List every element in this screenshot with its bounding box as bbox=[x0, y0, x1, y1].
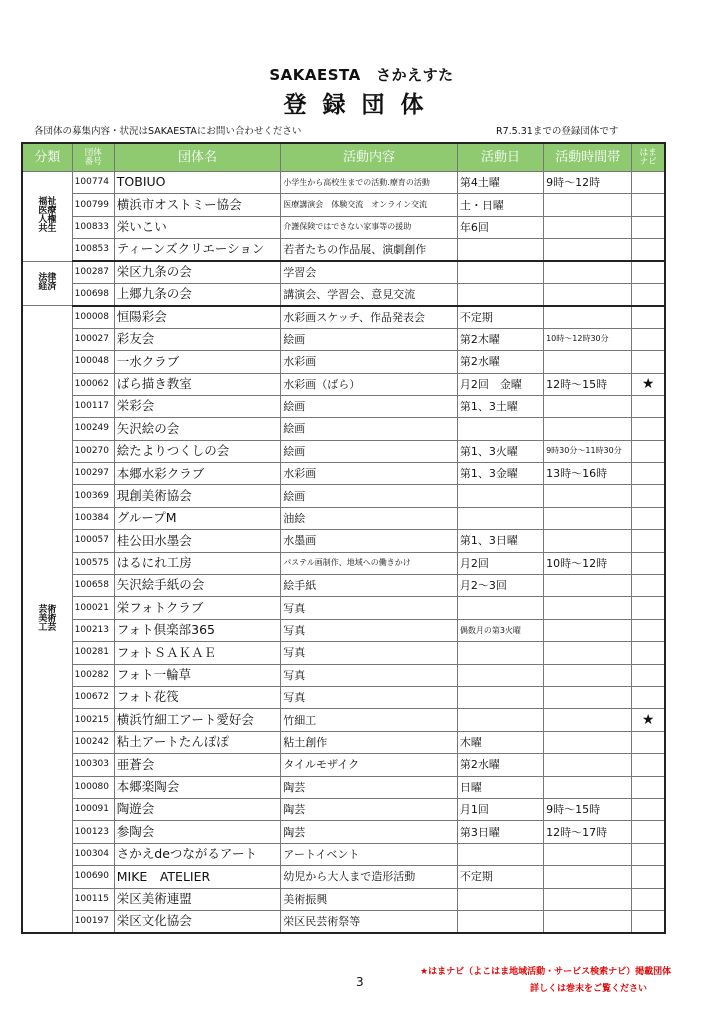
activity-cell: 絵手紙 bbox=[281, 575, 458, 597]
group-table bbox=[21, 142, 666, 934]
time-cell bbox=[544, 216, 632, 238]
group-id: 100282 bbox=[72, 664, 114, 686]
time-cell bbox=[544, 709, 632, 731]
time-cell bbox=[544, 507, 632, 529]
group-id: 100287 bbox=[72, 261, 114, 283]
time-cell: 10時～12時30分 bbox=[544, 328, 632, 350]
day-cell bbox=[457, 664, 543, 686]
day-cell bbox=[457, 910, 543, 932]
time-cell bbox=[544, 866, 632, 888]
activity-cell: 油絵 bbox=[281, 507, 458, 529]
group-id: 100369 bbox=[72, 485, 114, 507]
table-row bbox=[22, 754, 665, 776]
day-cell bbox=[457, 709, 543, 731]
time-cell: 13時～16時 bbox=[544, 463, 632, 485]
group-id: 100080 bbox=[72, 776, 114, 798]
day-cell: 第2水曜 bbox=[457, 754, 543, 776]
category-cell bbox=[22, 172, 72, 262]
hamanavi-star bbox=[632, 239, 665, 261]
activity-cell: アートイベント bbox=[281, 843, 458, 865]
activity-cell: タイルモザイク bbox=[281, 754, 458, 776]
time-cell: 10時～12時 bbox=[544, 552, 632, 574]
table-row bbox=[22, 709, 665, 731]
group-name: 栄フォトクラブ bbox=[114, 597, 281, 619]
activity-cell: 水彩画スケッチ、作品発表会 bbox=[281, 306, 458, 328]
activity-cell: 水彩画 bbox=[281, 351, 458, 373]
activity-cell: 陶芸 bbox=[281, 821, 458, 843]
hamanavi-star bbox=[632, 776, 665, 798]
time-cell bbox=[544, 306, 632, 328]
table-row bbox=[22, 306, 665, 328]
activity-cell: 絵画 bbox=[281, 485, 458, 507]
group-id: 100774 bbox=[72, 172, 114, 194]
hamanavi-star bbox=[632, 731, 665, 753]
group-id: 100658 bbox=[72, 575, 114, 597]
time-cell: 9時～12時 bbox=[544, 172, 632, 194]
activity-cell: 絵画 bbox=[281, 418, 458, 440]
table-row bbox=[22, 373, 665, 395]
activity-cell: 水彩画（ばら） bbox=[281, 373, 458, 395]
category-label: 経済 bbox=[38, 282, 57, 293]
activity-cell: 陶芸 bbox=[281, 776, 458, 798]
group-id: 100281 bbox=[72, 642, 114, 664]
group-name: 本郷水彩クラブ bbox=[114, 463, 281, 485]
day-cell: 第4土曜 bbox=[457, 172, 543, 194]
group-id: 100091 bbox=[72, 798, 114, 820]
time-cell bbox=[544, 418, 632, 440]
group-name: 恒陽彩会 bbox=[114, 306, 281, 328]
day-cell: 年6回 bbox=[457, 216, 543, 238]
day-cell bbox=[457, 418, 543, 440]
time-cell bbox=[544, 395, 632, 417]
activity-cell: 美術振興 bbox=[281, 888, 458, 910]
table-row bbox=[22, 575, 665, 597]
table-row bbox=[22, 395, 665, 417]
table-row bbox=[22, 463, 665, 485]
group-id: 100698 bbox=[72, 283, 114, 305]
group-name: 栄区文化協会 bbox=[114, 910, 281, 932]
hamanavi-star: ★ bbox=[632, 373, 665, 395]
time-cell bbox=[544, 910, 632, 932]
time-cell bbox=[544, 261, 632, 283]
table-row bbox=[22, 552, 665, 574]
category-label: 法律 bbox=[38, 273, 57, 284]
activity-cell: 絵画 bbox=[281, 328, 458, 350]
group-id: 100057 bbox=[72, 530, 114, 552]
time-cell: 9時30分～11時30分 bbox=[544, 440, 632, 462]
table-row bbox=[22, 283, 665, 305]
hamanavi-star bbox=[632, 754, 665, 776]
hamanavi-star bbox=[632, 395, 665, 417]
col-category: 分類 bbox=[22, 143, 72, 172]
category-label: 医療 bbox=[38, 206, 57, 217]
page-title: 登録団体 bbox=[283, 92, 440, 118]
group-name: 絵たよりつくしの会 bbox=[114, 440, 281, 462]
col-activity: 活動内容 bbox=[281, 143, 458, 172]
group-name: グループM bbox=[114, 507, 281, 529]
category-cell bbox=[22, 261, 72, 306]
activity-cell: 写真 bbox=[281, 619, 458, 641]
time-cell: 12時～15時 bbox=[544, 373, 632, 395]
hamanavi-star bbox=[632, 888, 665, 910]
see-end-note: 詳しくは巻末をご覧ください bbox=[530, 984, 648, 994]
group-name: さかえdeつながるアート bbox=[114, 843, 281, 865]
activity-cell: 水彩画 bbox=[281, 463, 458, 485]
category-label: 工芸 bbox=[38, 622, 57, 633]
activity-cell: 絵画 bbox=[281, 395, 458, 417]
day-cell bbox=[457, 843, 543, 865]
title-en: SAKAESTA さかえすた bbox=[269, 66, 454, 84]
group-name: 桂公田水墨会 bbox=[114, 530, 281, 552]
hamanavi-star bbox=[632, 283, 665, 305]
time-cell bbox=[544, 754, 632, 776]
day-cell: 土・日曜 bbox=[457, 194, 543, 216]
time-cell bbox=[544, 530, 632, 552]
group-id: 100117 bbox=[72, 395, 114, 417]
group-name: 亜蒼会 bbox=[114, 754, 281, 776]
table-row bbox=[22, 910, 665, 932]
group-id: 100062 bbox=[72, 373, 114, 395]
table-header bbox=[22, 143, 665, 172]
hamanavi-star bbox=[632, 619, 665, 641]
day-cell: 第2木曜 bbox=[457, 328, 543, 350]
group-name: 参陶会 bbox=[114, 821, 281, 843]
hamanavi-star bbox=[632, 172, 665, 194]
table-row bbox=[22, 888, 665, 910]
activity-cell: 幼児から大人まで造形活動 bbox=[281, 866, 458, 888]
col-id: 団体 番号 bbox=[72, 143, 114, 172]
day-cell: 不定期 bbox=[457, 866, 543, 888]
group-name: 上郷九条の会 bbox=[114, 283, 281, 305]
group-name: フォトＳＡＫＡＥ bbox=[114, 642, 281, 664]
hamanavi-star bbox=[632, 351, 665, 373]
time-cell bbox=[544, 485, 632, 507]
table-row bbox=[22, 239, 665, 261]
day-cell: 不定期 bbox=[457, 306, 543, 328]
hamanavi-star bbox=[632, 328, 665, 350]
time-cell bbox=[544, 642, 632, 664]
activity-cell: 粘土創作 bbox=[281, 731, 458, 753]
activity-cell: 陶芸 bbox=[281, 798, 458, 820]
activity-cell: 医療講演会 体験交流 オンライン交流 bbox=[281, 194, 458, 216]
group-name: 一水クラブ bbox=[114, 351, 281, 373]
time-cell bbox=[544, 597, 632, 619]
group-name: 栄彩会 bbox=[114, 395, 281, 417]
table-row bbox=[22, 597, 665, 619]
group-id: 100115 bbox=[72, 888, 114, 910]
category-label: 芸術 bbox=[38, 604, 57, 615]
day-cell bbox=[457, 597, 543, 619]
group-id: 100270 bbox=[72, 440, 114, 462]
day-cell: 木曜 bbox=[457, 731, 543, 753]
activity-cell: 写真 bbox=[281, 597, 458, 619]
hamanavi-star bbox=[632, 530, 665, 552]
group-id: 100690 bbox=[72, 866, 114, 888]
time-cell bbox=[544, 194, 632, 216]
group-id: 100249 bbox=[72, 418, 114, 440]
time-cell bbox=[544, 686, 632, 708]
time-cell bbox=[544, 283, 632, 305]
group-id: 100853 bbox=[72, 239, 114, 261]
group-id: 100021 bbox=[72, 597, 114, 619]
day-cell bbox=[457, 642, 543, 664]
group-id: 100048 bbox=[72, 351, 114, 373]
col-time: 活動時間帯 bbox=[544, 143, 632, 172]
as-of-note: R7.5.31までの登録団体です bbox=[496, 126, 619, 137]
day-cell: 月2～3回 bbox=[457, 575, 543, 597]
group-name: 矢沢絵の会 bbox=[114, 418, 281, 440]
day-cell: 日曜 bbox=[457, 776, 543, 798]
group-id: 100213 bbox=[72, 619, 114, 641]
activity-cell: 写真 bbox=[281, 686, 458, 708]
group-name: 矢沢絵手紙の会 bbox=[114, 575, 281, 597]
hamanavi-star bbox=[632, 686, 665, 708]
group-name: 横浜市オストミー協会 bbox=[114, 194, 281, 216]
group-id: 100575 bbox=[72, 552, 114, 574]
col-navi: はま ナビ bbox=[632, 143, 665, 172]
day-cell bbox=[457, 686, 543, 708]
category-label: 美術 bbox=[38, 613, 57, 624]
page-number: 3 bbox=[356, 975, 364, 989]
group-name: TOBIUO bbox=[114, 172, 281, 194]
hamanavi-star bbox=[632, 552, 665, 574]
activity-cell: 水墨画 bbox=[281, 530, 458, 552]
table-row bbox=[22, 351, 665, 373]
time-cell bbox=[544, 664, 632, 686]
hamanavi-star bbox=[632, 507, 665, 529]
table-row bbox=[22, 619, 665, 641]
day-cell: 第2水曜 bbox=[457, 351, 543, 373]
group-name: 栄いこい bbox=[114, 216, 281, 238]
group-name: 横浜竹細工アート愛好会 bbox=[114, 709, 281, 731]
activity-cell: パステル画制作、地域への働きかけ bbox=[281, 552, 458, 574]
day-cell: 第1、3日曜 bbox=[457, 530, 543, 552]
activity-cell: 絵画 bbox=[281, 440, 458, 462]
category-label: 人権 bbox=[38, 215, 57, 226]
table-row bbox=[22, 798, 665, 820]
table-row bbox=[22, 194, 665, 216]
group-id: 100833 bbox=[72, 216, 114, 238]
table-row bbox=[22, 530, 665, 552]
activity-cell: 講演会、学習会、意見交流 bbox=[281, 283, 458, 305]
group-name: 栄区九条の会 bbox=[114, 261, 281, 283]
day-cell: 月2回 bbox=[457, 552, 543, 574]
hamanavi-star bbox=[632, 194, 665, 216]
activity-cell: 写真 bbox=[281, 664, 458, 686]
day-cell: 第1、3土曜 bbox=[457, 395, 543, 417]
group-name: フォト花筏 bbox=[114, 686, 281, 708]
category-label: 共生 bbox=[38, 224, 57, 235]
hamanavi-star bbox=[632, 485, 665, 507]
time-cell bbox=[544, 575, 632, 597]
hamanavi-star: ★ bbox=[632, 709, 665, 731]
group-id: 100123 bbox=[72, 821, 114, 843]
col-day: 活動日 bbox=[457, 143, 543, 172]
day-cell bbox=[457, 888, 543, 910]
hamanavi-star bbox=[632, 866, 665, 888]
table-row bbox=[22, 485, 665, 507]
time-cell bbox=[544, 731, 632, 753]
time-cell bbox=[544, 619, 632, 641]
col-name: 団体名 bbox=[114, 143, 281, 172]
hamanavi-star bbox=[632, 664, 665, 686]
group-name: フォト倶楽部365 bbox=[114, 619, 281, 641]
hamanavi-star bbox=[632, 642, 665, 664]
group-id: 100197 bbox=[72, 910, 114, 932]
group-id: 100215 bbox=[72, 709, 114, 731]
table-row bbox=[22, 776, 665, 798]
group-name: 本郷楽陶会 bbox=[114, 776, 281, 798]
group-id: 100297 bbox=[72, 463, 114, 485]
day-cell bbox=[457, 261, 543, 283]
activity-cell: 栄区民芸術祭等 bbox=[281, 910, 458, 932]
group-name: はるにれ工房 bbox=[114, 552, 281, 574]
table-row bbox=[22, 731, 665, 753]
hamanavi-star bbox=[632, 821, 665, 843]
hamanavi-note: ★はまナビ（よこはま地域活動・サービス検索ナビ）掲載団体 bbox=[420, 967, 672, 977]
day-cell bbox=[457, 283, 543, 305]
hamanavi-star bbox=[632, 910, 665, 932]
group-name: MIKE ATELIER bbox=[114, 866, 281, 888]
group-name: ばら描き教室 bbox=[114, 373, 281, 395]
group-id: 100672 bbox=[72, 686, 114, 708]
hamanavi-star bbox=[632, 597, 665, 619]
group-id: 100008 bbox=[72, 306, 114, 328]
hamanavi-star bbox=[632, 418, 665, 440]
hamanavi-star bbox=[632, 306, 665, 328]
table-row bbox=[22, 821, 665, 843]
activity-cell: 介護保険ではできない家事等の援助 bbox=[281, 216, 458, 238]
group-name: 現創美術協会 bbox=[114, 485, 281, 507]
activity-cell: 小学生から高校生までの活動.療育の活動 bbox=[281, 172, 458, 194]
group-name: ティーンズクリエーション bbox=[114, 239, 281, 261]
table-row bbox=[22, 328, 665, 350]
time-cell: 9時～15時 bbox=[544, 798, 632, 820]
hamanavi-star bbox=[632, 843, 665, 865]
activity-cell: 学習会 bbox=[281, 261, 458, 283]
hamanavi-star bbox=[632, 463, 665, 485]
table-row bbox=[22, 507, 665, 529]
group-id: 100304 bbox=[72, 843, 114, 865]
time-cell: 12時～17時 bbox=[544, 821, 632, 843]
table-row bbox=[22, 664, 665, 686]
day-cell: 第1、3火曜 bbox=[457, 440, 543, 462]
table-body bbox=[22, 172, 665, 933]
group-id: 100242 bbox=[72, 731, 114, 753]
group-id: 100384 bbox=[72, 507, 114, 529]
contact-note: 各団体の募集内容・状況はSAKAESTAにお問い合わせください bbox=[34, 126, 302, 137]
group-name: フォト一輪草 bbox=[114, 664, 281, 686]
table-row bbox=[22, 642, 665, 664]
table-row bbox=[22, 866, 665, 888]
group-name: 栄区美術連盟 bbox=[114, 888, 281, 910]
day-cell bbox=[457, 485, 543, 507]
group-id: 100027 bbox=[72, 328, 114, 350]
hamanavi-star bbox=[632, 440, 665, 462]
category-label: 福祉 bbox=[38, 197, 57, 208]
time-cell bbox=[544, 239, 632, 261]
table-row bbox=[22, 172, 665, 194]
category-cell bbox=[22, 306, 72, 933]
hamanavi-star bbox=[632, 261, 665, 283]
group-name: 彩友会 bbox=[114, 328, 281, 350]
time-cell bbox=[544, 351, 632, 373]
table-row bbox=[22, 686, 665, 708]
table-row bbox=[22, 261, 665, 283]
hamanavi-star bbox=[632, 575, 665, 597]
activity-cell: 写真 bbox=[281, 642, 458, 664]
time-cell bbox=[544, 776, 632, 798]
activity-cell: 若者たちの作品展、演劇創作 bbox=[281, 239, 458, 261]
group-name: 陶遊会 bbox=[114, 798, 281, 820]
time-cell bbox=[544, 888, 632, 910]
day-cell bbox=[457, 507, 543, 529]
hamanavi-star bbox=[632, 216, 665, 238]
time-cell bbox=[544, 843, 632, 865]
activity-cell: 竹細工 bbox=[281, 709, 458, 731]
group-id: 100799 bbox=[72, 194, 114, 216]
table-row bbox=[22, 440, 665, 462]
day-cell: 第3日曜 bbox=[457, 821, 543, 843]
group-name: 粘土アートたんぽぽ bbox=[114, 731, 281, 753]
day-cell: 偶数月の第3火曜 bbox=[457, 619, 543, 641]
table-row bbox=[22, 216, 665, 238]
day-cell: 第1、3金曜 bbox=[457, 463, 543, 485]
day-cell: 月1回 bbox=[457, 798, 543, 820]
group-id: 100303 bbox=[72, 754, 114, 776]
hamanavi-star bbox=[632, 798, 665, 820]
day-cell: 月2回 金曜 bbox=[457, 373, 543, 395]
day-cell bbox=[457, 239, 543, 261]
table-row bbox=[22, 843, 665, 865]
table-row bbox=[22, 418, 665, 440]
